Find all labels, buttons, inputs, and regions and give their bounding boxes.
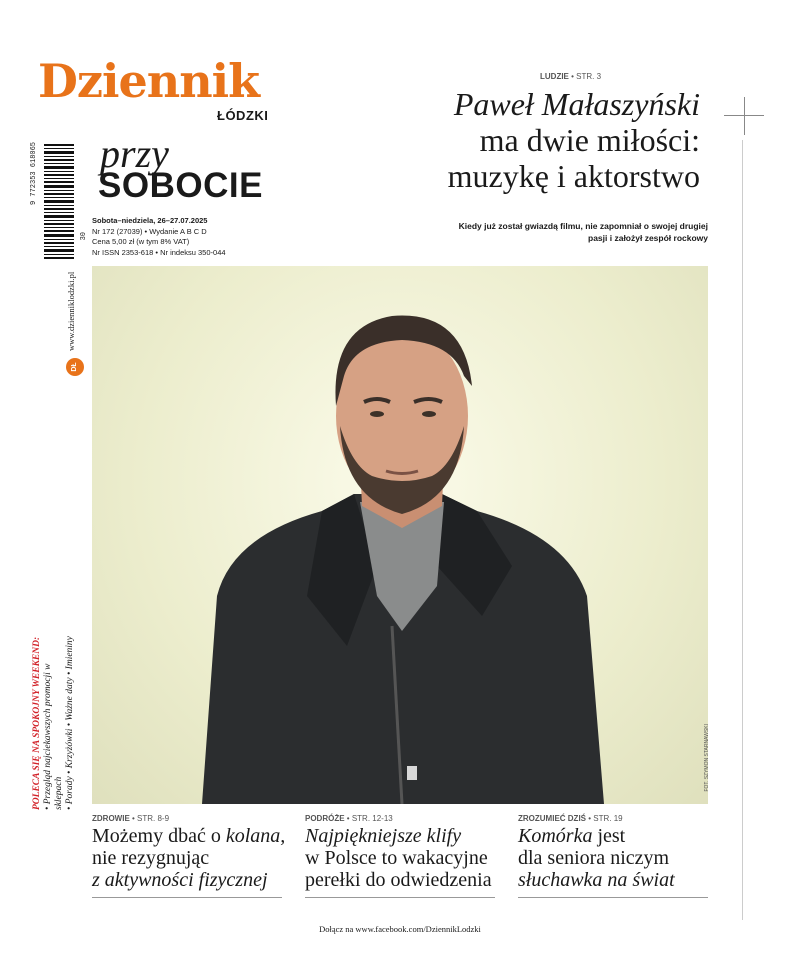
headline-line3[interactable]: muzykę i aktorstwo [447,158,700,194]
dek-line2: pasji i założył zespół rockowy [588,233,708,243]
teaser-kicker: PODRÓŻE • STR. 12-13 [305,814,393,823]
masthead-logo[interactable]: Dziennik [38,54,259,108]
photo-credit: FOT. SZYMON STARNAWSKI [704,724,710,792]
kicker-bullet: • [571,72,577,81]
masthead-logo-subtitle: ŁÓDZKI [217,108,269,123]
teaser-rule [92,897,282,898]
headline-name[interactable]: Paweł Małaszyński [453,86,700,122]
website-link[interactable]: www.dzienniklodzki.pl [66,271,76,351]
issue-price: Cena 5,00 zł (w tym 8% VAT) [92,237,190,246]
teaser-kicker: ZROZUMIEĆ DZIŚ • STR. 19 [518,814,623,823]
dek-line1: Kiedy już został gwiazdą filmu, nie zapomniał o swojej drugiej [458,221,708,231]
teaser-text-italic: kolana, [225,825,286,847]
issue-info [92,216,226,258]
teaser-line2: w Polsce to wakacyjne [305,847,488,869]
teaser-kicker: ZDROWIE • STR. 8-9 [92,814,170,823]
cover-photo[interactable] [92,266,708,804]
teaser-line1 [92,825,286,847]
barcode-suffix: 30 [80,232,88,241]
teaser-line3: z aktywności fizycznej [92,869,268,891]
teaser-text: jest [592,825,626,847]
promo-title: POLECA SIĘ NA SPOKOJNY WEEKEND: [32,636,42,810]
teaser-rule [518,897,708,898]
teaser-page: STR. 19 [593,814,623,823]
headline-section: LUDZIE [540,72,569,81]
issue-date: Sobota–niedziela, 26–27.07.2025 [92,216,208,225]
teaser-text-italic: Komórka [518,825,593,847]
teaser-podroze[interactable] [305,814,495,898]
teaser-zrozumiec[interactable] [518,814,708,898]
dl-badge-icon: DŁ [66,358,84,376]
teaser-section: PODRÓŻE [305,814,345,823]
teaser-rule [305,897,495,898]
headline-dek [410,220,708,244]
portrait-illustration [92,266,708,804]
teaser-page: STR. 8-9 [137,814,170,823]
teaser-section: ZDROWIE [92,814,130,823]
issue-number: Nr 172 (27039) • Wydanie A B C D [92,226,207,236]
teaser-page: STR. 12-13 [351,814,393,823]
teaser-line2: nie rezygnując [92,847,210,869]
right-margin-rule [742,140,743,920]
barcode [40,142,78,262]
teaser-section: ZROZUMIEĆ DZIŚ [518,814,586,823]
side-promo [32,630,76,810]
promo-line1: • Przegląd najciekawszych promocji w sklepach [43,663,64,810]
promo-line2: • Porady • Krzyżówki • Ważne daty • Imieniny [65,636,75,810]
supplement-title-top: przy [100,131,169,176]
supplement-title-bottom: SOBOCIE [98,166,263,205]
teaser-zdrowie[interactable] [92,814,286,898]
headline-line2[interactable]: ma dwie miłości: [479,122,700,158]
teaser-line3: perełki do odwiedzenia [305,869,492,891]
crop-mark-vertical [744,97,745,135]
issue-issn: Nr ISSN 2353-618 • Nr indeksu 350-044 [92,247,226,257]
teaser-line3: słuchawka na świat [518,869,675,891]
teaser-line1: Najpiękniejsze klify [305,825,462,847]
footer-facebook[interactable]: Dołącz na www.facebook.com/DziennikLodzki [319,924,481,934]
teaser-line2: dla seniora niczym [518,847,670,869]
headline-page: STR. 3 [576,72,602,81]
teaser-line1 [518,825,708,847]
barcode-number: 9 772353 618065 [30,142,38,206]
headline-kicker [540,72,601,81]
teaser-text: Możemy dbać o [92,825,226,847]
